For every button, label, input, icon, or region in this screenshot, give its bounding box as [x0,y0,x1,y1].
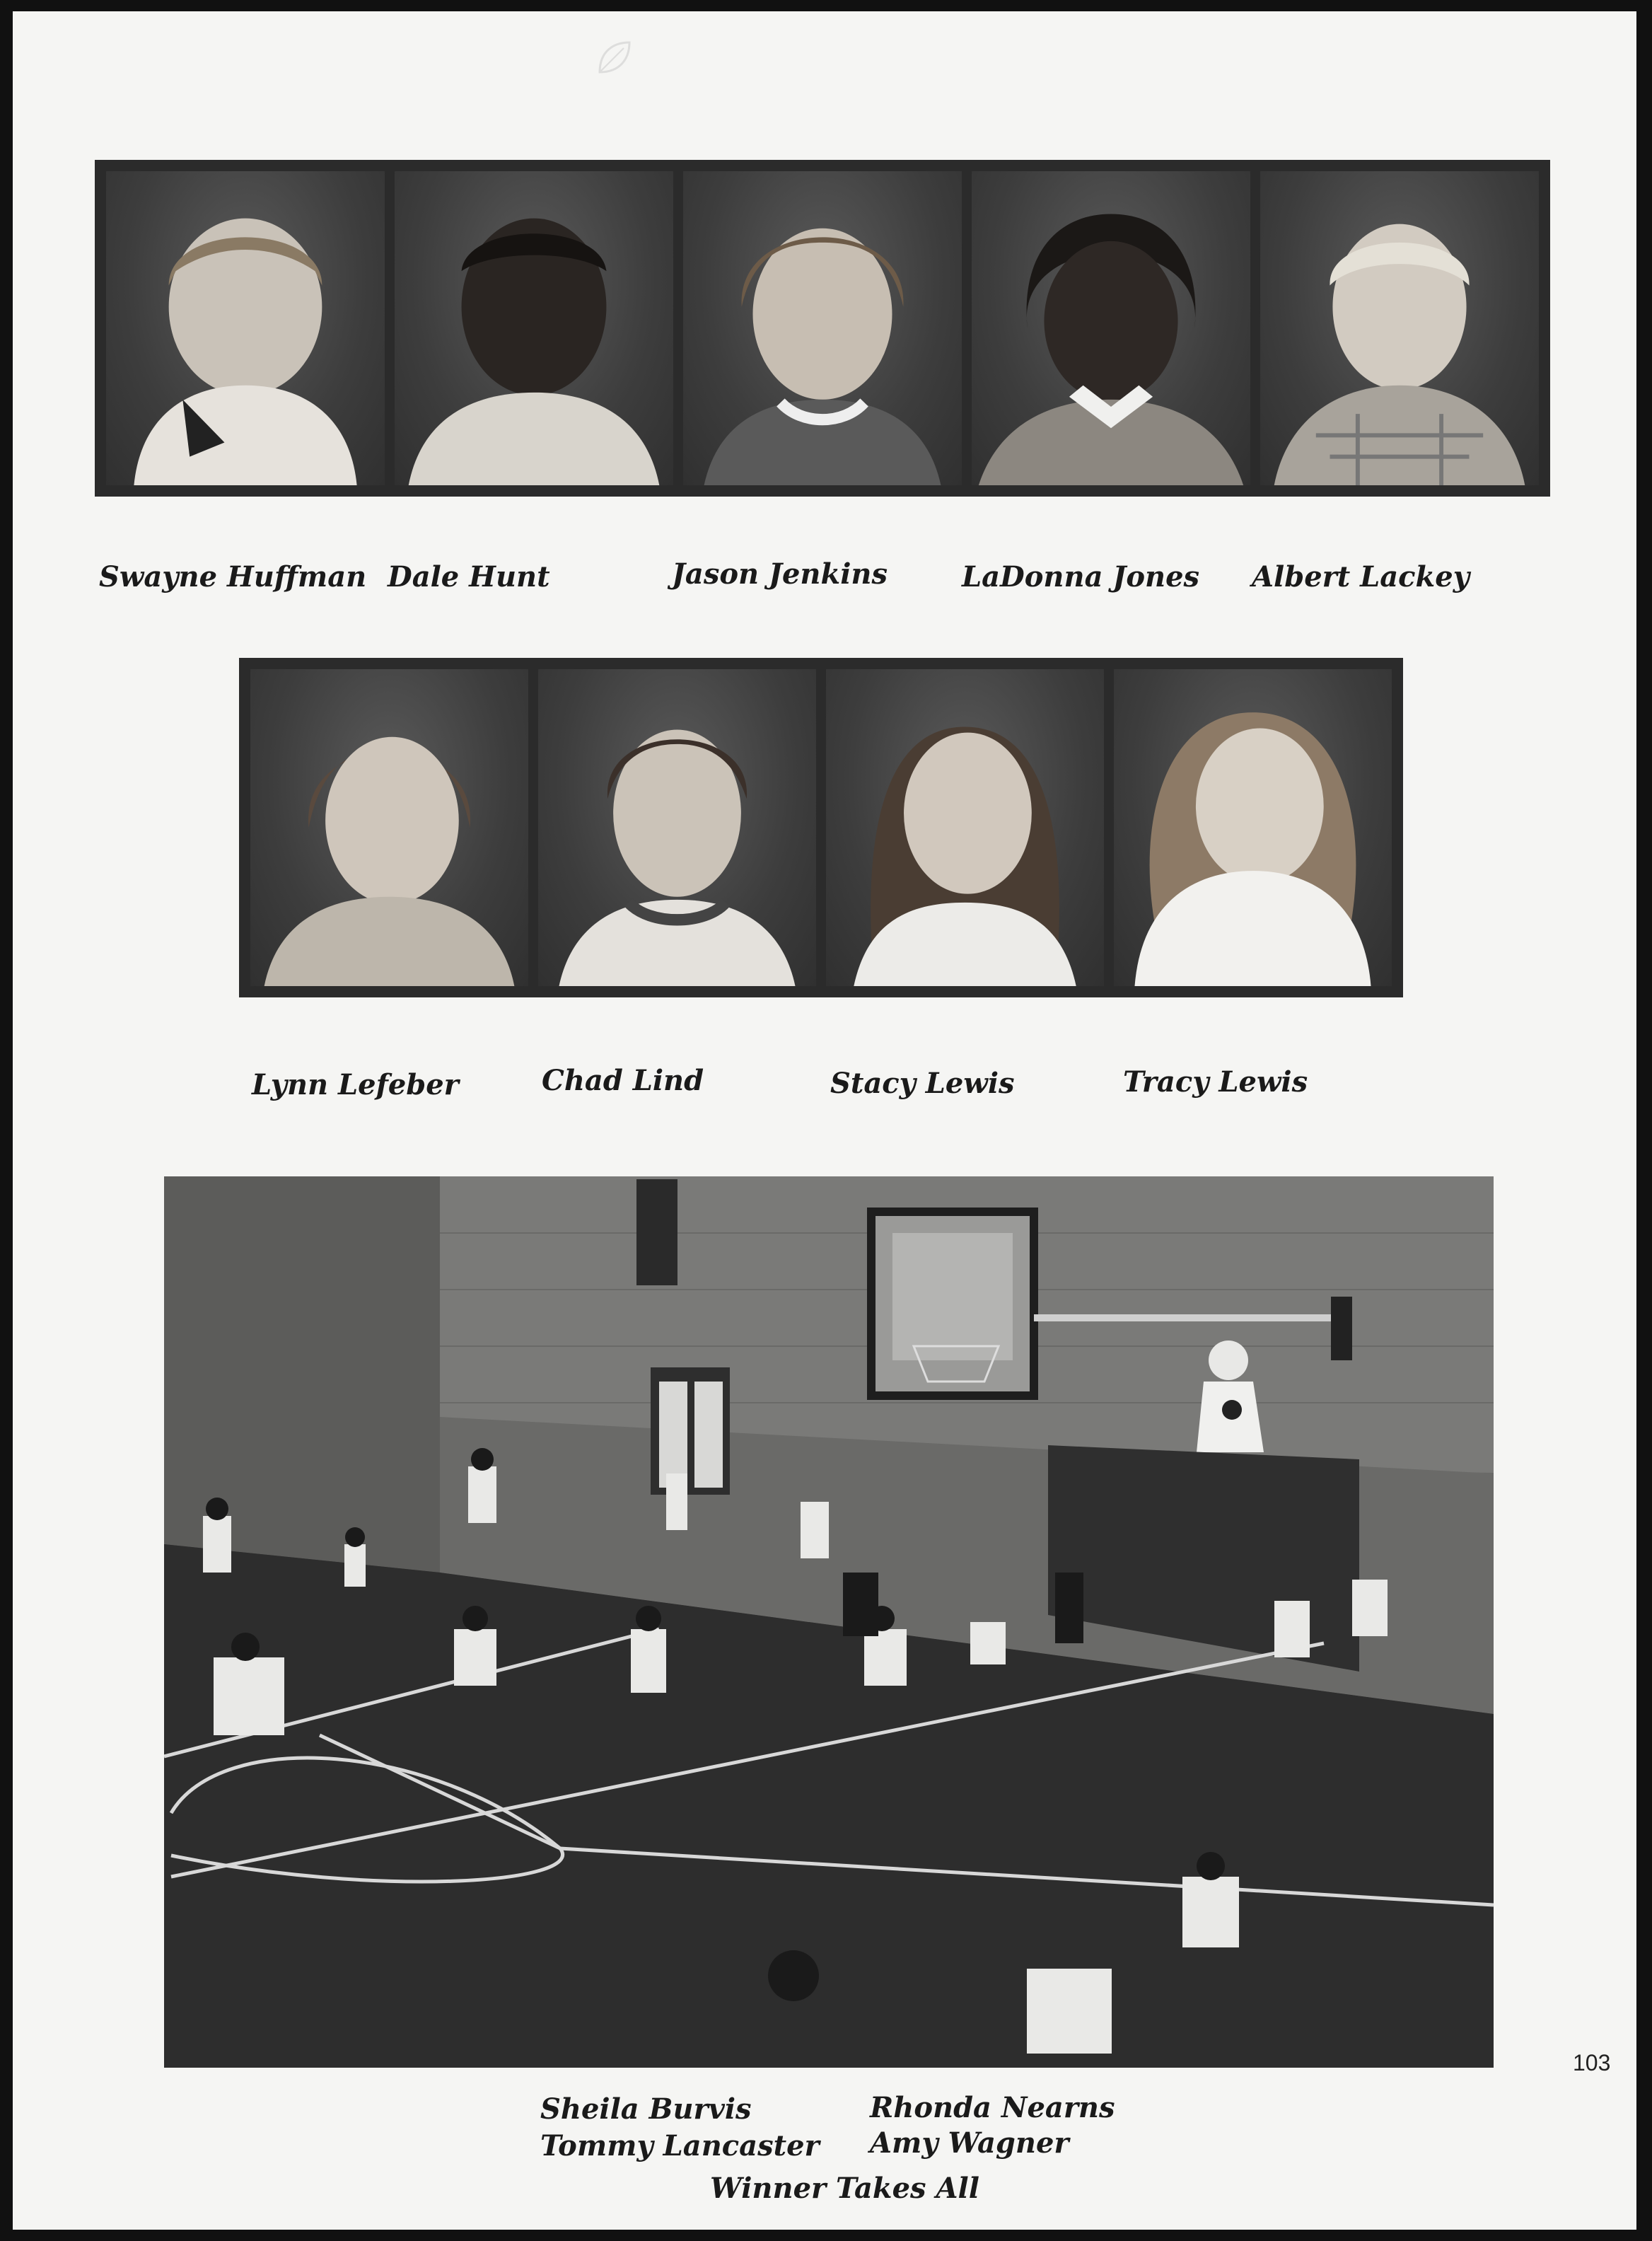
page-number: 103 [1573,2050,1611,2075]
portrait-photo [683,171,962,485]
portrait-name: LaDonna Jones [962,560,1200,593]
portrait-photo [1260,171,1539,485]
portrait-strip-row-2 [239,658,1403,997]
gym-caption-name: Amy Wagner [870,2126,1069,2160]
portrait-strip-row-1 [95,160,1550,497]
portrait-photo [972,171,1250,485]
portrait-photo [106,171,385,485]
portrait-name: Albert Lackey [1252,560,1470,593]
portrait-photo [826,669,1104,986]
portrait-name: Dale Hunt [388,560,550,593]
gym-caption-name: Tommy Lancaster [540,2129,820,2162]
portrait-photo [1114,669,1392,986]
portrait-name: Chad Lind [542,1064,704,1097]
leaf-icon [593,37,635,79]
gym-caption-name: Sheila Burvis [540,2092,752,2126]
gym-photo [164,1176,1494,2068]
portrait-photo [538,669,816,986]
portrait-photo [250,669,528,986]
portrait-name: Tracy Lewis [1123,1065,1308,1099]
gym-caption-name: Rhonda Nearns [870,2091,1115,2124]
portrait-name: Jason Jenkins [672,557,888,591]
portrait-photo [395,171,673,485]
gym-caption-title: Winner Takes All [710,2172,979,2205]
portrait-name: Swayne Huffman [99,560,367,593]
portrait-name: Stacy Lewis [830,1067,1015,1100]
portrait-name: Lynn Lefeber [252,1068,459,1101]
